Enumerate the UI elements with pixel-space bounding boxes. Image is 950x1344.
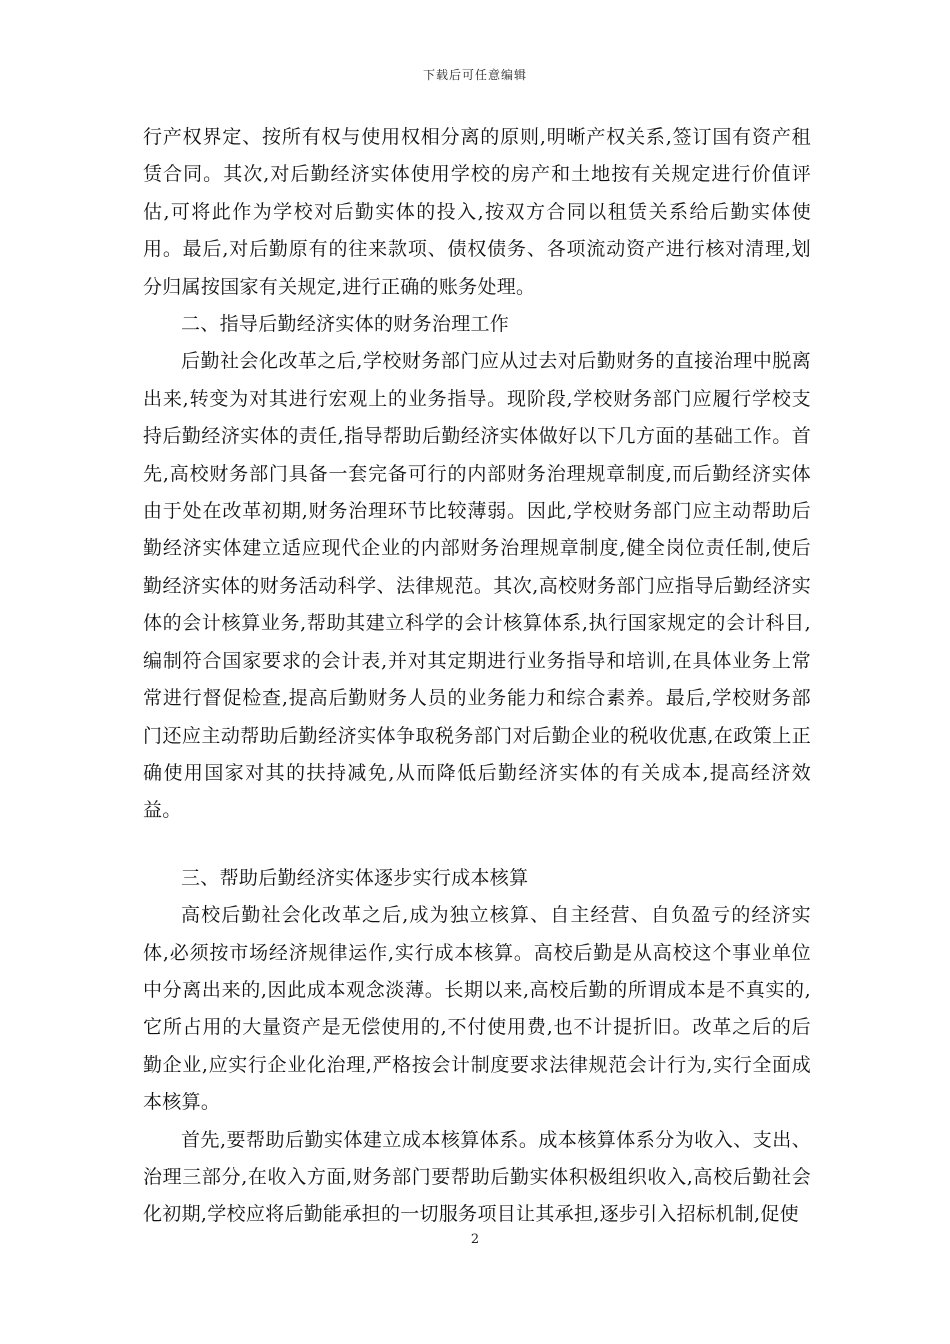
paragraph-continued: 行产权界定、按所有权与使用权相分离的原则,明晰产权关系,签订国有资产租赁合同。其次,对后勤经济实体使用学校的房产和土地按有关规定进行价值评估,可将此作为学校对后勤实体的投入,按双方合同以租赁关系给后勤实体使用。最后,对后勤原有的往来款项、债权债务、各项流动资产进行核对清理,划分归属按国家有关规定,进行正确的账务处理。 bbox=[143, 126, 811, 298]
section-heading-3: 三、帮助后勤经济实体逐步实行成本核算 bbox=[181, 866, 529, 889]
paragraph-section-3-intro: 高校后勤社会化改革之后,成为独立核算、自主经营、自负盈亏的经济实体,必须按市场经济规律运作,实行成本核算。高校后勤是从高校这个事业单位中分离出来的,因此成本观念淡薄。长期以来,高校后勤的所谓成本是不真实的,它所占用的大量资产是无偿使用的,不付使用费,也不计提折旧。改革之后的后勤企业,应实行企业化治理,严格按会计制度要求法律规范会计行为,实行全面成本核算。 bbox=[143, 904, 811, 1114]
body-text bbox=[143, 119, 811, 1234]
paragraph-section-3-first: 首先,要帮助后勤实体建立成本核算体系。成本核算体系分为收入、支出、治理三部分,在收入方面,财务部门要帮助后勤实体积极组织收入,高校后勤社会化初期,学校应将后勤能承担的一切服务项目让其承担,逐步引入招标机制,促使 bbox=[143, 1128, 811, 1226]
section-heading-2: 二、指导后勤经济实体的财务治理工作 bbox=[181, 313, 510, 336]
page-number: 2 bbox=[470, 1232, 480, 1247]
paragraph-section-2: 后勤社会化改革之后,学校财务部门应从过去对后勤财务的直接治理中脱离出来,转变为对其进行宏观上的业务指导。现阶段,学校财务部门应履行学校支持后勤经济实体的责任,指导帮助后勤经济实体做好以下几方面的基础工作。首先,高校财务部门具备一套完备可行的内部财务治理规章制度,而后勤经济实体由于处在改革初期,财务治理环节比较薄弱。因此,学校财务部门应主动帮助后勤经济实体建立适应现代企业的内部财务治理规章制度,健全岗位责任制,使后勤经济实体的财务活动科学、法律规范。其次,高校财务部门应指导后勤经济实体的会计核算业务,帮助其建立科学的会计核算体系,执行国家规定的会计科目,编制符合国家要求的会计表,并对其定期进行业务指导和培训,在具体业务上常常进行督促检查,提高后勤财务人员的业务能力和综合素养。最后,学校财务部门还应主动帮助后勤经济实体争取税务部门对后勤企业的税收优惠,在政策上正确使用国家对其的扶持减免,从而降低后勤经济实体的有关成本,提高经济效益。 bbox=[143, 350, 811, 822]
page-header: 下载后可任意编辑 bbox=[422, 68, 527, 82]
